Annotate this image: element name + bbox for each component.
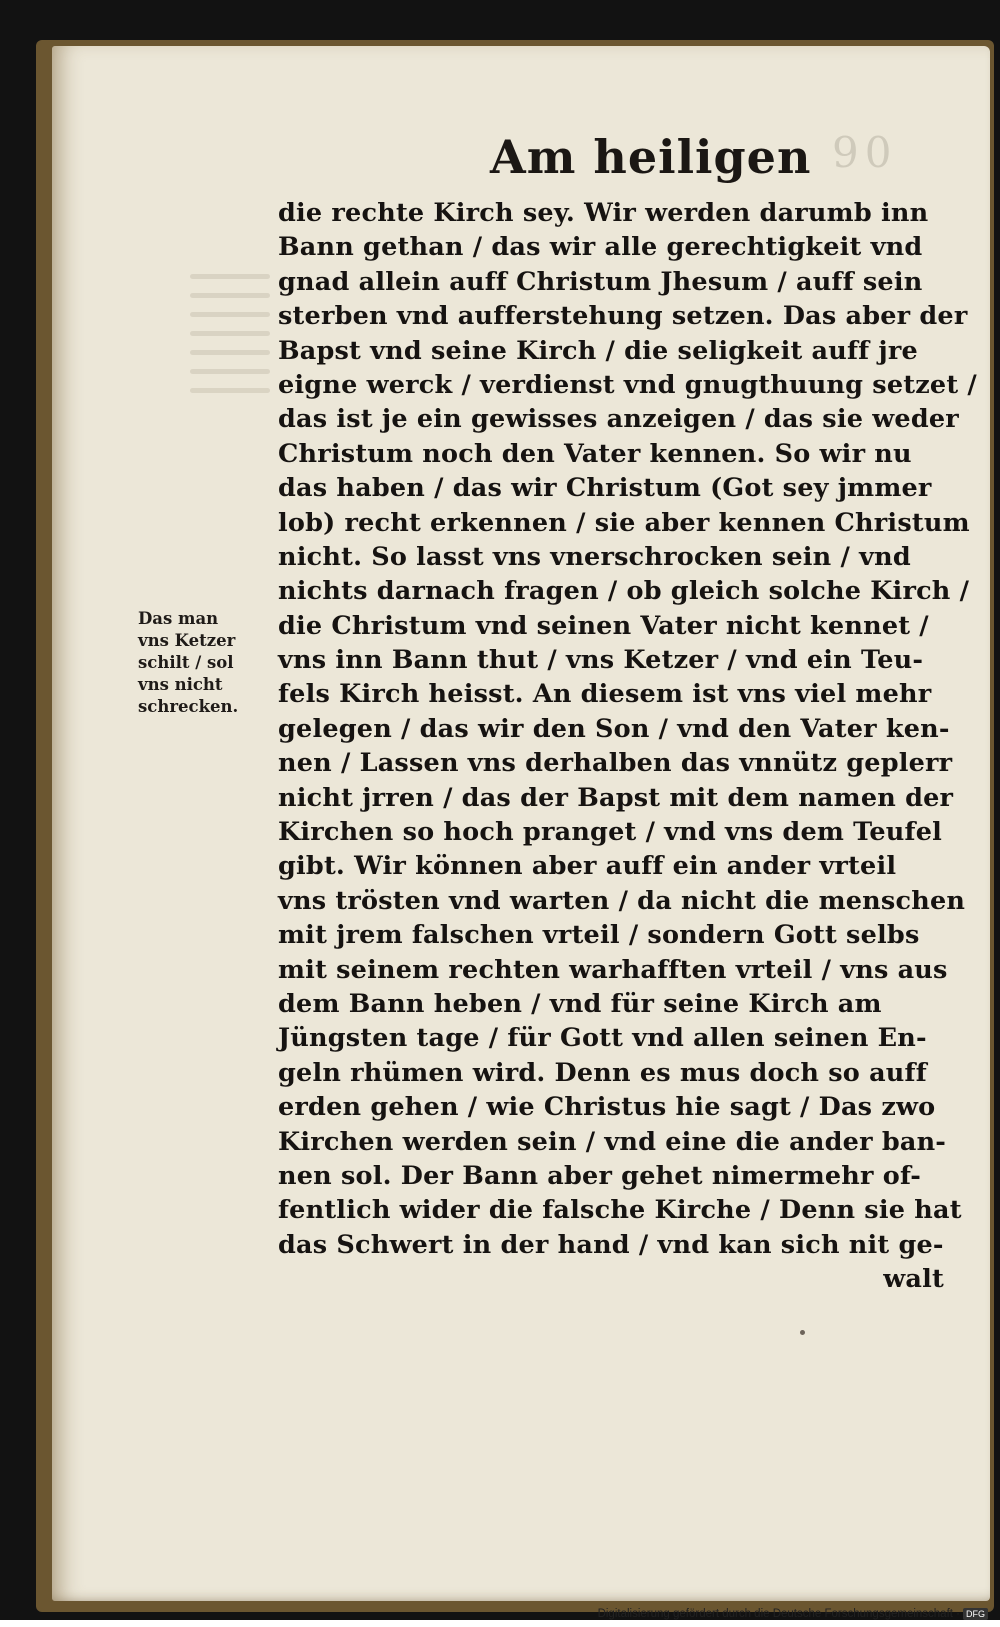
- text-line: erden gehen / wie Christus hie sagt / Das zwo: [278, 1092, 936, 1123]
- text-line: gnad allein auff Christum Jhesum / auff sein: [278, 266, 923, 297]
- text-line: die Christum vnd seinen Vater nicht kennet /: [278, 610, 929, 641]
- credit-text: Digitalisierung gefördert durch die Deutsche Forschungsgemeinschaft ·: [597, 1608, 960, 1621]
- text-line: nicht jrren / das der Bapst mit dem namen der: [278, 782, 954, 813]
- main-text-block: [278, 196, 978, 1297]
- marginal-note: [138, 608, 266, 718]
- text-line: nen / Lassen vns derhalben das vnnütz geplerr: [278, 748, 953, 779]
- text-line: mit jrem falschen vrteil / sondern Gott selbs: [278, 920, 920, 951]
- marginal-line: vns nicht: [138, 675, 223, 694]
- text-line: Bapst vnd seine Kirch / die seligkeit auff jre: [278, 335, 918, 366]
- text-line: eigne werck / verdienst vnd gnugthuung setzet /: [278, 369, 977, 400]
- text-line: fels Kirch heisst. An diesem ist vns viel mehr: [278, 679, 932, 710]
- text-line: Christum noch den Vater kennen. So wir nu: [278, 438, 912, 469]
- text-line: nichts darnach fragen / ob gleich solche Kirch /: [278, 576, 970, 607]
- text-line: mit seinem rechten warhafften vrteil / vns aus: [278, 954, 948, 985]
- text-line: geln rhümen wird. Denn es mus doch so auff: [278, 1057, 927, 1088]
- digitization-credit: [598, 1608, 988, 1620]
- marginal-line: Das man: [138, 609, 219, 628]
- marginal-line: schilt / sol: [138, 653, 234, 672]
- text-line: sterben vnd aufferstehung setzen. Das aber der: [278, 301, 968, 332]
- text-line: Kirchen werden sein / vnd eine die ander ban-: [278, 1126, 947, 1157]
- text-line: Kirchen so hoch pranget / vnd vns dem Teufel: [278, 817, 943, 848]
- text-line: das Schwert in der hand / vnd kan sich nit ge-: [278, 1229, 944, 1260]
- show-through-text: [190, 260, 270, 470]
- text-line: gelegen / das wir den Son / vnd den Vater ken-: [278, 713, 950, 744]
- catchword: walt: [883, 1264, 944, 1295]
- text-line: lob) recht erkennen / sie aber kennen Christum: [278, 507, 970, 538]
- text-line: vns inn Bann thut / vns Ketzer / vnd ein Teu-: [278, 645, 924, 676]
- text-line: fentlich wider die falsche Kirche / Denn sie hat: [278, 1195, 962, 1226]
- text-line: nicht. So lasst vns vnerschrocken sein / vnd: [278, 541, 911, 572]
- text-line: Bann gethan / das wir alle gerechtigkeit vnd: [278, 232, 923, 263]
- marginal-line: vns Ketzer: [138, 631, 236, 650]
- text-line: gibt. Wir können aber auff ein ander vrteil: [278, 851, 897, 882]
- text-line: das haben / das wir Christum (Got sey jmmer: [278, 473, 932, 504]
- text-line: dem Bann heben / vnd für seine Kirch am: [278, 988, 882, 1019]
- folio-number: 90: [832, 128, 898, 177]
- text-line: die rechte Kirch sey. Wir werden darumb inn: [278, 198, 929, 228]
- text-line: das ist je ein gewisses anzeigen / das sie weder: [278, 404, 959, 435]
- ink-speck: [800, 1330, 805, 1335]
- text-line: Jüngsten tage / für Gott vnd allen seinen En-: [278, 1023, 927, 1054]
- text-line: vns trösten vnd warten / da nicht die menschen: [278, 885, 966, 916]
- running-head: Am heiligen: [490, 130, 812, 184]
- marginal-line: schrecken.: [138, 697, 239, 716]
- dfg-logo: DFG: [963, 1608, 988, 1620]
- text-line: nen sol. Der Bann aber gehet nimermehr of-: [278, 1160, 922, 1191]
